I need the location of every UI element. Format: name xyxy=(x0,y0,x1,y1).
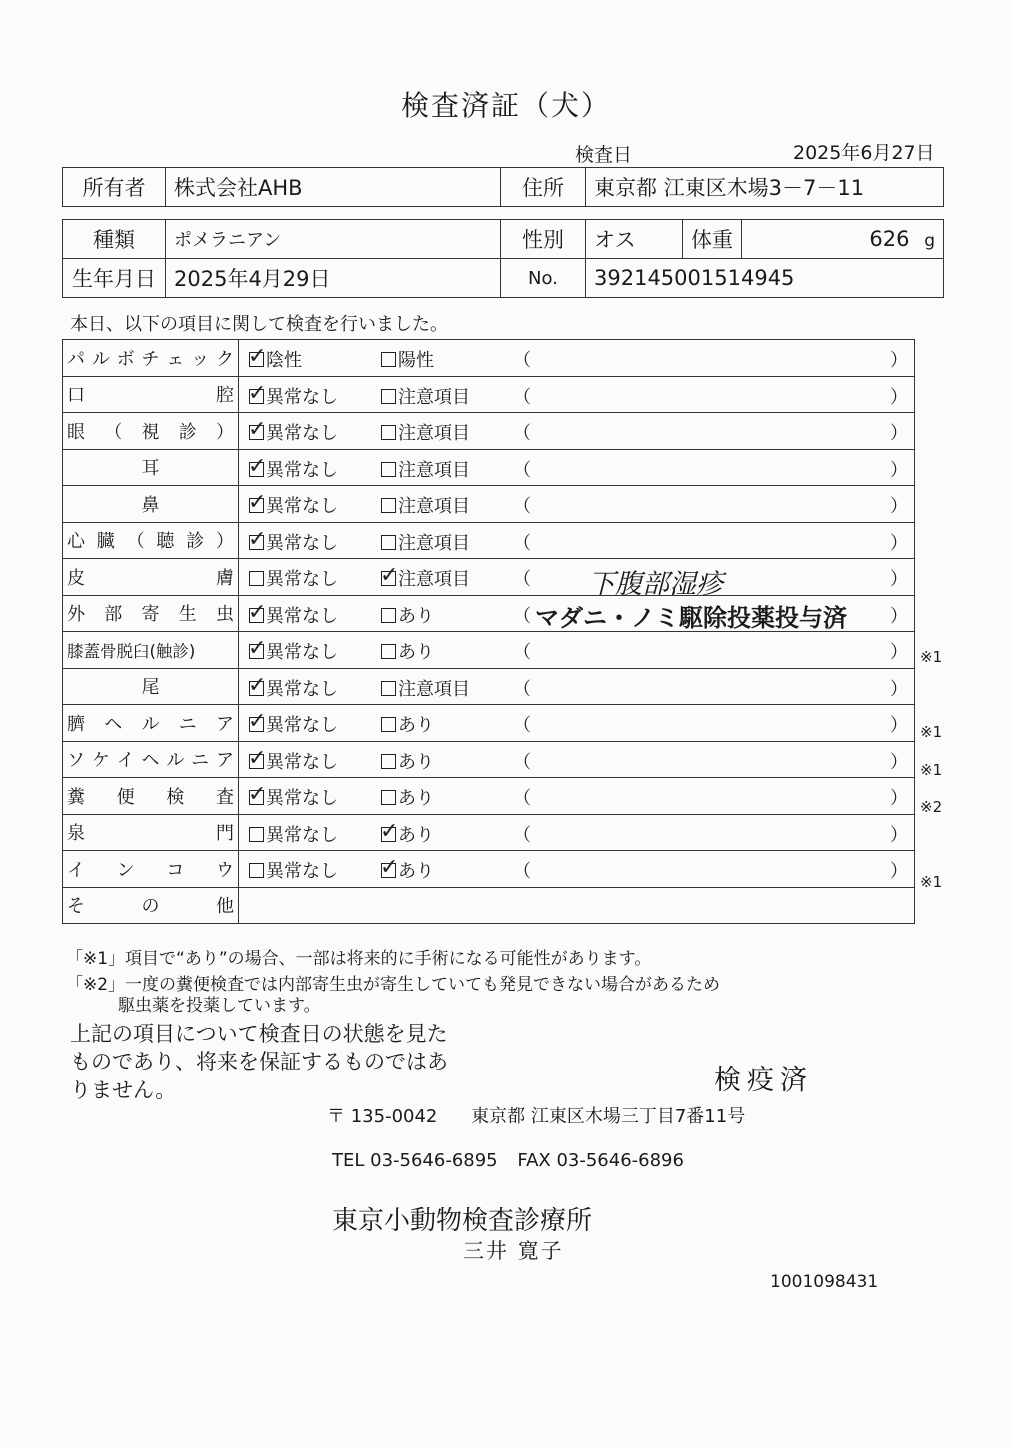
checkbox[interactable] xyxy=(249,863,264,878)
row-label xyxy=(63,486,239,523)
check-mark-icon: ✓ xyxy=(248,490,267,515)
check-mark-icon: ✓ xyxy=(248,709,267,734)
row-body xyxy=(239,340,915,377)
disclaimer-statement: 上記の項目について検査日の状態を見たものであり、将来を保証するものではありません。 xyxy=(70,1022,448,1102)
option-normal[interactable] xyxy=(249,492,338,518)
option-flag[interactable] xyxy=(381,857,434,883)
footnote-mark: ※1 xyxy=(920,723,943,741)
option-normal[interactable] xyxy=(249,419,338,445)
check-mark-icon: ✓ xyxy=(248,745,267,771)
option-normal[interactable] xyxy=(248,672,338,701)
row-label-text: 泉 門 xyxy=(67,823,234,845)
option-flag[interactable] xyxy=(381,675,470,701)
handwritten-note: 下腹部湿疹 xyxy=(588,569,723,600)
option-label: 異常なし xyxy=(266,788,338,809)
option-flag[interactable] xyxy=(381,565,470,591)
option-label: 注意項目 xyxy=(398,423,470,444)
row-body xyxy=(239,376,915,413)
option-label: 陽性 xyxy=(398,350,434,371)
footnote-2: 「※2」一度の糞便検査では内部寄生虫が寄生していても発見できない場合があるため xyxy=(66,975,721,995)
option-flag[interactable] xyxy=(381,711,434,737)
option-label: 異常なし xyxy=(266,532,338,554)
table-row xyxy=(63,778,915,815)
paren-open: （ xyxy=(513,678,531,700)
row-label-text: 膝蓋骨脱臼(触診) xyxy=(67,641,196,661)
table-row xyxy=(63,413,915,450)
paren-close: ） xyxy=(890,569,908,590)
option-label: 異常なし xyxy=(266,386,338,408)
paren-open: （ xyxy=(513,496,531,517)
row-label xyxy=(63,522,239,559)
check-mark-icon: ✓ xyxy=(248,636,267,661)
row-body xyxy=(239,778,915,815)
row-body xyxy=(239,741,915,778)
option-flag[interactable] xyxy=(381,602,434,628)
option-normal[interactable] xyxy=(248,380,338,409)
row-label-text: 臍 ヘ ル ニ ア xyxy=(67,713,234,735)
option-label: 異常なし xyxy=(266,496,338,517)
row-label xyxy=(63,705,239,742)
table-row xyxy=(63,705,915,742)
option-flag[interactable] xyxy=(381,346,434,372)
row-label-text: パ ル ボ チ ェ ッ ク xyxy=(67,348,234,370)
paren-close: ） xyxy=(890,678,908,700)
option-normal[interactable] xyxy=(249,784,338,810)
check-mark-icon: ✓ xyxy=(248,526,267,552)
exam-date-label: 検査日 xyxy=(575,144,633,166)
row-label xyxy=(63,668,239,705)
option-normal[interactable] xyxy=(248,599,338,628)
checkbox[interactable] xyxy=(381,608,396,623)
doctor-name: 三井 寛子 xyxy=(463,1239,564,1263)
row-label-text: 外 部 寄 生 虫 xyxy=(67,604,234,626)
row-body xyxy=(239,522,915,559)
checkbox[interactable] xyxy=(380,855,399,880)
check-mark-icon: ✓ xyxy=(248,599,267,625)
option-flag[interactable] xyxy=(381,784,434,810)
table-row xyxy=(63,340,915,377)
row-label xyxy=(63,632,239,669)
row-body xyxy=(239,449,915,486)
row-body xyxy=(239,668,915,705)
clinic-address: 東京都 江東区木場三丁目7番11号 xyxy=(471,1106,746,1127)
check-mark-icon: ✓ xyxy=(248,453,267,479)
weight-unit: g xyxy=(924,231,935,251)
owner-label: 所有者 xyxy=(63,168,166,207)
option-label: 異常なし xyxy=(266,715,338,736)
option-label: あり xyxy=(398,751,434,773)
table-row xyxy=(63,486,915,523)
option-label: 注意項目 xyxy=(398,386,470,408)
row-label-text: 皮 膚 xyxy=(67,567,234,589)
paren-close: ） xyxy=(890,350,908,371)
checkbox[interactable] xyxy=(381,425,396,440)
table-row xyxy=(63,559,915,596)
table-row xyxy=(63,741,915,778)
option-label: 異常なし xyxy=(266,569,338,590)
checkbox[interactable] xyxy=(248,782,267,807)
row-body xyxy=(239,486,915,523)
option-label: 異常なし xyxy=(266,642,338,663)
checkbox[interactable] xyxy=(381,754,396,769)
address-value: 東京都 江東区木場3－7－11 xyxy=(586,168,944,207)
paren-close: ） xyxy=(890,751,908,773)
table-row xyxy=(63,632,915,669)
option-label: 異常なし xyxy=(266,678,338,700)
table-row xyxy=(63,595,915,632)
footnote-mark: ※1 xyxy=(920,760,943,779)
table-row xyxy=(63,814,915,851)
fax-number: FAX 03-5646-6896 xyxy=(517,1150,684,1171)
checkbox[interactable] xyxy=(248,745,267,771)
row-body xyxy=(239,413,915,450)
option-normal[interactable] xyxy=(249,565,338,591)
option-label: 注意項目 xyxy=(398,459,470,481)
check-mark-icon: ✓ xyxy=(380,855,399,880)
checkbox[interactable] xyxy=(381,498,396,513)
intro-text: 本日、以下の項目に関して検査を行いました。 xyxy=(70,314,448,335)
checkbox[interactable] xyxy=(248,526,267,552)
checkbox[interactable] xyxy=(248,490,267,515)
checkbox[interactable] xyxy=(249,571,264,586)
option-label: 陰性 xyxy=(266,350,302,371)
breed-label: 種類 xyxy=(63,220,166,259)
row-label-text: 眼 （ 視 診 ） xyxy=(67,421,234,443)
table-row xyxy=(63,449,915,486)
row-label-text: 鼻 xyxy=(141,494,160,516)
row-label-text: 耳 xyxy=(141,458,160,480)
checkbox[interactable] xyxy=(248,453,267,479)
checkbox[interactable] xyxy=(381,535,396,550)
check-mark-icon: ✓ xyxy=(248,672,267,698)
option-label: 注意項目 xyxy=(398,532,470,554)
row-label-text: イ ン コ ウ xyxy=(67,859,234,881)
row-label xyxy=(63,887,239,924)
option-label: 注意項目 xyxy=(398,678,470,700)
row-label xyxy=(63,851,239,888)
option-label: あり xyxy=(398,861,434,882)
checkbox[interactable] xyxy=(381,681,396,696)
checkbox[interactable] xyxy=(248,636,267,661)
option-label: 異常なし xyxy=(266,423,338,444)
row-body xyxy=(239,595,915,632)
option-flag[interactable] xyxy=(381,748,434,774)
checkbox[interactable] xyxy=(381,644,396,659)
row-label xyxy=(63,449,239,486)
paren-open: （ xyxy=(513,569,531,590)
paren-close: ） xyxy=(890,824,908,846)
check-mark-icon: ✓ xyxy=(248,782,267,807)
postal-code: 〒 135-0042 xyxy=(327,1106,438,1127)
option-label: 異常なし xyxy=(266,459,338,481)
row-label-text: そ の 他 xyxy=(67,896,234,918)
paren-open: （ xyxy=(513,751,531,773)
row-label-text: 糞 便 検 査 xyxy=(67,786,234,808)
tel-number: TEL 03-5646-6895 xyxy=(332,1150,498,1171)
clinic-address-line xyxy=(327,1102,745,1128)
row-comment: マダニ・ノミ駆除投薬投与済 xyxy=(535,603,847,632)
footnote-mark: ※2 xyxy=(920,798,943,816)
checkbox[interactable] xyxy=(381,389,396,404)
check-mark-icon: ✓ xyxy=(380,818,399,844)
footnote-1: 「※1」項目で“あり”の場合、一部は将来的に手術になる可能性があります。 xyxy=(66,949,652,969)
option-label: 異常なし xyxy=(266,751,338,773)
option-label: あり xyxy=(398,824,434,846)
checkbox[interactable] xyxy=(381,790,396,805)
breed-value: ポメラニアン xyxy=(166,220,501,259)
option-label: 注意項目 xyxy=(398,569,470,590)
option-label: 異常なし xyxy=(266,824,338,846)
table-row xyxy=(63,376,915,413)
checkbox[interactable] xyxy=(248,672,267,698)
row-label xyxy=(63,559,239,596)
option-normal[interactable] xyxy=(248,453,338,482)
option-normal[interactable] xyxy=(248,745,338,774)
row-label xyxy=(63,413,239,450)
option-flag[interactable] xyxy=(381,492,470,518)
checkbox[interactable] xyxy=(381,462,396,477)
paren-close: ） xyxy=(890,861,908,882)
row-label-text: 口 腔 xyxy=(67,385,234,407)
footnote-mark: ※1 xyxy=(920,648,943,666)
option-normal[interactable] xyxy=(249,711,338,737)
option-flag[interactable] xyxy=(380,818,434,847)
check-mark-icon: ✓ xyxy=(380,563,399,588)
option-flag[interactable] xyxy=(381,638,434,664)
paren-open: （ xyxy=(513,350,531,371)
paren-close: ） xyxy=(890,788,908,809)
row-label xyxy=(63,595,239,632)
option-label: あり xyxy=(398,715,434,736)
sex-value: オス xyxy=(586,220,683,259)
table-row xyxy=(63,668,915,705)
option-flag[interactable] xyxy=(381,383,470,409)
checkbox[interactable] xyxy=(249,827,264,842)
checkbox[interactable] xyxy=(380,563,399,588)
document-title: 検査済証（犬） xyxy=(400,89,611,122)
option-label: あり xyxy=(398,605,434,627)
row-body xyxy=(239,632,915,669)
paren-close: ） xyxy=(890,715,908,736)
owner-table xyxy=(62,167,944,207)
row-label-text: 尾 xyxy=(141,677,160,699)
paren-open: （ xyxy=(513,423,531,444)
option-label: あり xyxy=(398,642,434,663)
paren-open: （ xyxy=(513,824,531,846)
checkbox[interactable] xyxy=(248,709,267,734)
birth-value: 2025年4月29日 xyxy=(166,259,501,298)
row-label xyxy=(63,741,239,778)
row-label-text: 心 臓 （ 聴 診 ） xyxy=(67,531,234,553)
weight-label: 体重 xyxy=(683,220,742,259)
paren-open: （ xyxy=(513,386,531,408)
paren-close: ） xyxy=(890,605,908,627)
check-mark-icon: ✓ xyxy=(248,380,267,406)
quarantine-stamp: 検疫済 xyxy=(714,1065,813,1096)
paren-open: （ xyxy=(513,642,531,663)
checkbox[interactable] xyxy=(381,352,396,367)
row-label xyxy=(63,778,239,815)
row-label xyxy=(63,376,239,413)
table-row-other xyxy=(63,887,915,924)
paren-open: （ xyxy=(513,861,531,882)
option-flag[interactable] xyxy=(381,419,470,445)
address-label: 住所 xyxy=(501,168,586,207)
option-label: 異常なし xyxy=(266,861,338,882)
table-row xyxy=(63,522,915,559)
option-normal[interactable] xyxy=(249,857,338,883)
checkbox[interactable] xyxy=(380,818,399,844)
paren-close: ） xyxy=(890,496,908,517)
contact-line xyxy=(332,1150,684,1171)
option-label: あり xyxy=(398,788,434,809)
document-number: 1001098431 xyxy=(770,1272,879,1292)
exam-date-value: 2025年6月27日 xyxy=(793,142,935,164)
row-label xyxy=(63,814,239,851)
clinic-name: 東京小動物検査診療所 xyxy=(332,1206,593,1236)
sex-label: 性別 xyxy=(501,220,586,259)
option-normal[interactable] xyxy=(249,638,338,664)
other-field[interactable] xyxy=(239,887,915,924)
owner-value: 株式会社AHB xyxy=(166,168,501,207)
row-label xyxy=(63,340,239,377)
option-normal[interactable] xyxy=(248,526,338,555)
birth-label: 生年月日 xyxy=(63,259,166,298)
row-body xyxy=(239,559,915,596)
paren-open: （ xyxy=(513,605,531,627)
row-body xyxy=(239,705,915,742)
pet-table xyxy=(62,219,944,298)
footnote-2-cont: 駆虫薬を投薬しています。 xyxy=(118,996,321,1016)
weight-cell xyxy=(742,220,944,259)
checkbox[interactable] xyxy=(248,417,267,442)
paren-close: ） xyxy=(890,459,908,481)
check-mark-icon: ✓ xyxy=(248,417,267,442)
option-label: 異常なし xyxy=(266,605,338,627)
exam-table xyxy=(62,339,915,924)
checkbox[interactable] xyxy=(248,380,267,406)
weight-value: 626 xyxy=(869,227,910,251)
paren-close: ） xyxy=(890,386,908,408)
option-flag[interactable] xyxy=(381,456,470,482)
row-label-text: ソ ケ イ ヘ ル ニ ア xyxy=(67,750,234,772)
table-row xyxy=(63,851,915,888)
row-body xyxy=(239,851,915,888)
option-label: 注意項目 xyxy=(398,496,470,517)
paren-open: （ xyxy=(513,715,531,736)
check-mark-icon: ✓ xyxy=(248,344,267,369)
paren-close: ） xyxy=(890,423,908,444)
footnote-mark: ※1 xyxy=(920,873,943,891)
option-normal[interactable] xyxy=(249,821,338,847)
option-flag[interactable] xyxy=(381,529,470,555)
checkbox[interactable] xyxy=(248,344,267,369)
checkbox[interactable] xyxy=(248,599,267,625)
paren-open: （ xyxy=(513,788,531,809)
paren-close: ） xyxy=(890,642,908,663)
paren-open: （ xyxy=(513,532,531,554)
number-value: 392145001514945 xyxy=(586,259,944,298)
checkbox[interactable] xyxy=(381,717,396,732)
number-label: No. xyxy=(501,259,586,298)
option-normal[interactable] xyxy=(249,346,302,372)
paren-open: （ xyxy=(513,459,531,481)
paren-close: ） xyxy=(890,532,908,554)
row-body xyxy=(239,814,915,851)
